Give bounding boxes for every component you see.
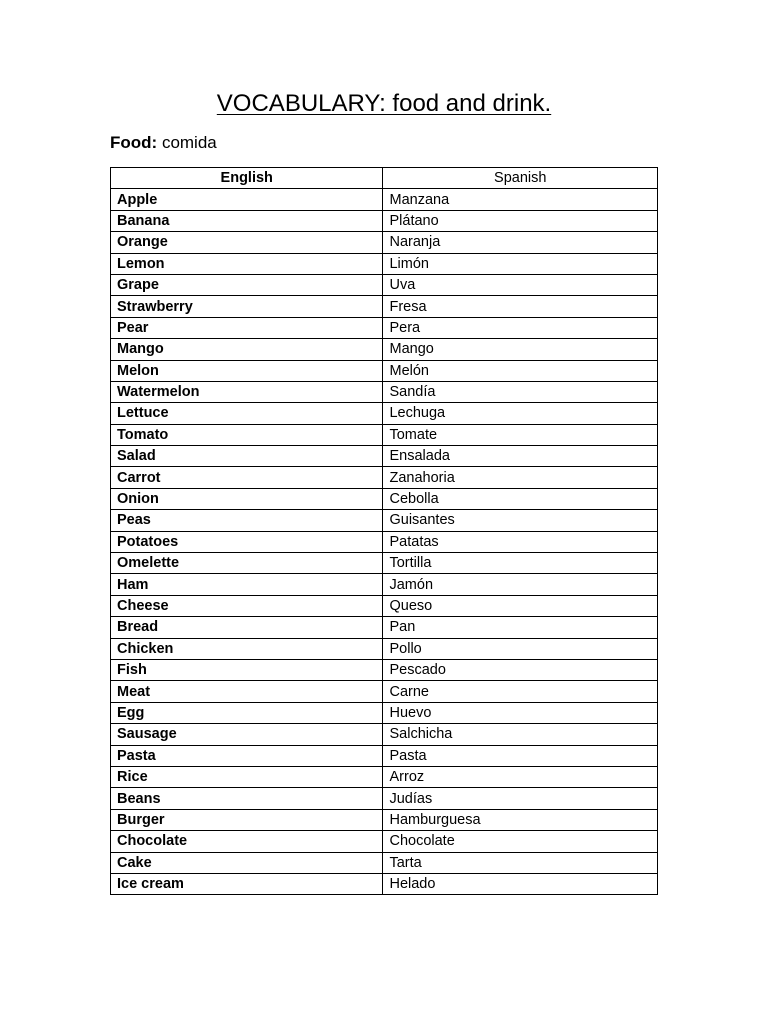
- spanish-word-cell: Melón: [383, 360, 658, 381]
- spanish-word-cell: Lechuga: [383, 403, 658, 424]
- spanish-word-cell: Pan: [383, 617, 658, 638]
- section-heading: [110, 132, 217, 154]
- spanish-word-cell: Ensalada: [383, 446, 658, 467]
- table-row: [111, 831, 658, 852]
- english-word-cell: Cake: [111, 852, 383, 873]
- spanish-word-cell: Chocolate: [383, 831, 658, 852]
- english-word-cell: Fish: [111, 659, 383, 680]
- column-header-english: English: [111, 168, 383, 189]
- table-header-row: [111, 168, 658, 189]
- table-row: [111, 381, 658, 402]
- table-row: [111, 296, 658, 317]
- spanish-word-cell: Zanahoria: [383, 467, 658, 488]
- english-word-cell: Egg: [111, 702, 383, 723]
- spanish-word-cell: Jamón: [383, 574, 658, 595]
- spanish-word-cell: Naranja: [383, 232, 658, 253]
- spanish-word-cell: Mango: [383, 339, 658, 360]
- english-word-cell: Potatoes: [111, 531, 383, 552]
- spanish-word-cell: Sandía: [383, 381, 658, 402]
- table-row: [111, 553, 658, 574]
- spanish-word-cell: Hamburguesa: [383, 809, 658, 830]
- table-row: [111, 595, 658, 616]
- table-row: [111, 467, 658, 488]
- english-word-cell: Lettuce: [111, 403, 383, 424]
- spanish-word-cell: Pasta: [383, 745, 658, 766]
- english-word-cell: Peas: [111, 510, 383, 531]
- table-row: [111, 659, 658, 680]
- table-row: [111, 852, 658, 873]
- english-word-cell: Mango: [111, 339, 383, 360]
- english-word-cell: Sausage: [111, 724, 383, 745]
- table-row: [111, 403, 658, 424]
- table-row: [111, 702, 658, 723]
- table-row: [111, 617, 658, 638]
- table-row: [111, 873, 658, 894]
- english-word-cell: Burger: [111, 809, 383, 830]
- table-row: [111, 360, 658, 381]
- english-word-cell: Onion: [111, 488, 383, 509]
- spanish-word-cell: Cebolla: [383, 488, 658, 509]
- english-word-cell: Grape: [111, 274, 383, 295]
- english-word-cell: Cheese: [111, 595, 383, 616]
- spanish-word-cell: Plátano: [383, 210, 658, 231]
- spanish-word-cell: Salchicha: [383, 724, 658, 745]
- table-row: [111, 189, 658, 210]
- page-title: [0, 88, 768, 120]
- table-row: [111, 488, 658, 509]
- spanish-word-cell: Fresa: [383, 296, 658, 317]
- table-row: [111, 681, 658, 702]
- table-row: [111, 210, 658, 231]
- table-row: [111, 766, 658, 787]
- english-word-cell: Lemon: [111, 253, 383, 274]
- table-row: [111, 745, 658, 766]
- spanish-word-cell: Tomate: [383, 424, 658, 445]
- spanish-word-cell: Tortilla: [383, 553, 658, 574]
- table-row: [111, 339, 658, 360]
- english-word-cell: Tomato: [111, 424, 383, 445]
- spanish-word-cell: Uva: [383, 274, 658, 295]
- spanish-word-cell: Pera: [383, 317, 658, 338]
- english-word-cell: Salad: [111, 446, 383, 467]
- spanish-word-cell: Tarta: [383, 852, 658, 873]
- section-label: Food:: [110, 133, 158, 152]
- table-row: [111, 424, 658, 445]
- page-title-text: VOCABULARY: food and drink.: [216, 90, 552, 117]
- spanish-word-cell: Carne: [383, 681, 658, 702]
- english-word-cell: Bread: [111, 617, 383, 638]
- english-word-cell: Ice cream: [111, 873, 383, 894]
- english-word-cell: Omelette: [111, 553, 383, 574]
- spanish-word-cell: Manzana: [383, 189, 658, 210]
- section-translation: comida: [161, 133, 217, 152]
- column-header-spanish: Spanish: [383, 168, 658, 189]
- spanish-word-cell: Arroz: [383, 766, 658, 787]
- english-word-cell: Carrot: [111, 467, 383, 488]
- english-word-cell: Melon: [111, 360, 383, 381]
- english-word-cell: Pear: [111, 317, 383, 338]
- table-row: [111, 253, 658, 274]
- table-row: [111, 724, 658, 745]
- spanish-word-cell: Helado: [383, 873, 658, 894]
- table-row: [111, 510, 658, 531]
- table-row: [111, 232, 658, 253]
- spanish-word-cell: Queso: [383, 595, 658, 616]
- table-row: [111, 274, 658, 295]
- english-word-cell: Ham: [111, 574, 383, 595]
- table-row: [111, 638, 658, 659]
- english-word-cell: Pasta: [111, 745, 383, 766]
- english-word-cell: Chicken: [111, 638, 383, 659]
- table-row: [111, 531, 658, 552]
- english-word-cell: Beans: [111, 788, 383, 809]
- english-word-cell: Orange: [111, 232, 383, 253]
- table-row: [111, 809, 658, 830]
- vocabulary-table: [110, 167, 658, 895]
- english-word-cell: Apple: [111, 189, 383, 210]
- english-word-cell: Meat: [111, 681, 383, 702]
- spanish-word-cell: Judías: [383, 788, 658, 809]
- spanish-word-cell: Huevo: [383, 702, 658, 723]
- english-word-cell: Strawberry: [111, 296, 383, 317]
- english-word-cell: Chocolate: [111, 831, 383, 852]
- english-word-cell: Banana: [111, 210, 383, 231]
- table-row: [111, 574, 658, 595]
- table-body: [111, 189, 658, 895]
- spanish-word-cell: Pollo: [383, 638, 658, 659]
- table-row: [111, 317, 658, 338]
- spanish-word-cell: Patatas: [383, 531, 658, 552]
- table-row: [111, 446, 658, 467]
- spanish-word-cell: Limón: [383, 253, 658, 274]
- spanish-word-cell: Pescado: [383, 659, 658, 680]
- table-row: [111, 788, 658, 809]
- english-word-cell: Watermelon: [111, 381, 383, 402]
- english-word-cell: Rice: [111, 766, 383, 787]
- spanish-word-cell: Guisantes: [383, 510, 658, 531]
